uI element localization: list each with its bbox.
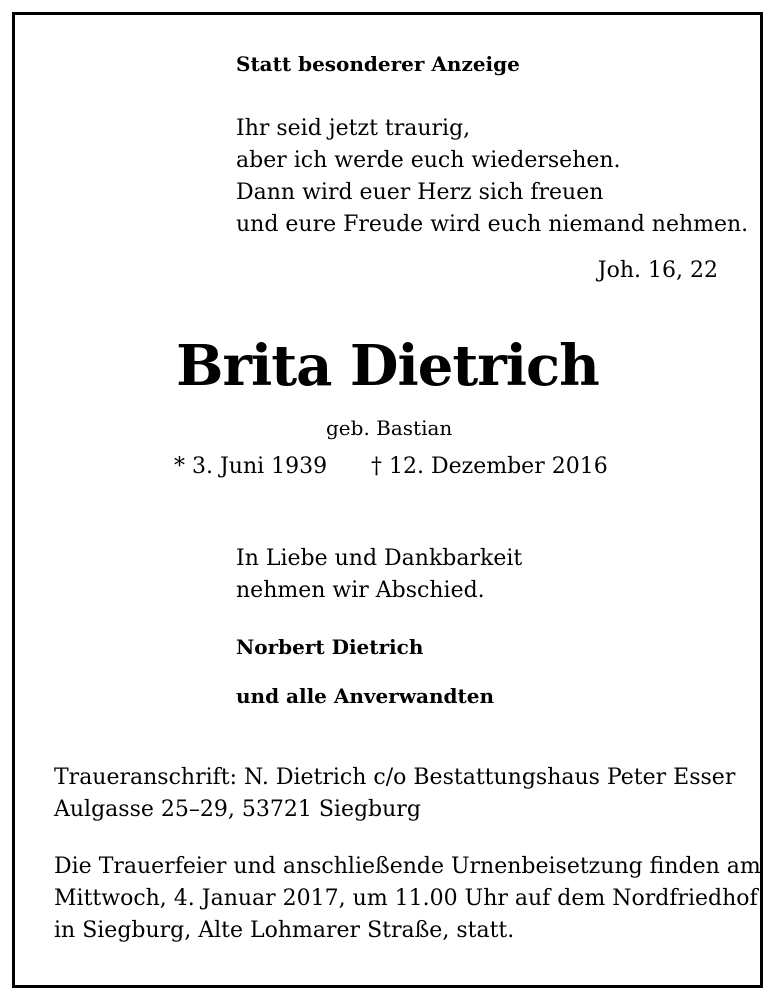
deceased-name: Brita Dietrich [176,333,599,399]
death-date: † 12. Dezember 2016 [371,454,608,479]
signer-name: Norbert Dietrich [236,635,424,659]
verse-line-4: und eure Freude wird euch niemand nehmen. [236,212,749,237]
funeral-info-line-2: Mittwoch, 4. Januar 2017, um 11.00 Uhr auf dem Nordfriedhof [54,886,758,911]
mourning-address-line-1: Traueranschrift: N. Dietrich c/o Bestattungshaus Peter Esser [54,765,736,790]
verse-line-3: Dann wird euer Herz sich freuen [236,180,604,205]
verse-line-2: aber ich werde euch wiedersehen. [236,148,621,173]
verse-line-1: Ihr seid jetzt traurig, [236,116,471,141]
birth-date: * 3. Juni 1939 [174,454,328,479]
funeral-info-line-1: Die Trauerfeier und anschließende Urnenbeisetzung finden am [54,854,761,879]
mourning-address-line-2: Aulgasse 25–29, 53721 Siegburg [54,797,421,822]
farewell-line-1: In Liebe und Dankbarkeit [236,546,523,571]
relatives-line: und alle Anverwandten [236,684,495,708]
farewell-line-2: nehmen wir Abschied. [236,578,485,603]
funeral-info-line-3: in Siegburg, Alte Lohmarer Straße, statt. [54,918,515,943]
notice-heading: Statt besonderer Anzeige [236,52,520,76]
verse-reference: Joh. 16, 22 [597,258,718,283]
maiden-name: geb. Bastian [326,416,453,440]
